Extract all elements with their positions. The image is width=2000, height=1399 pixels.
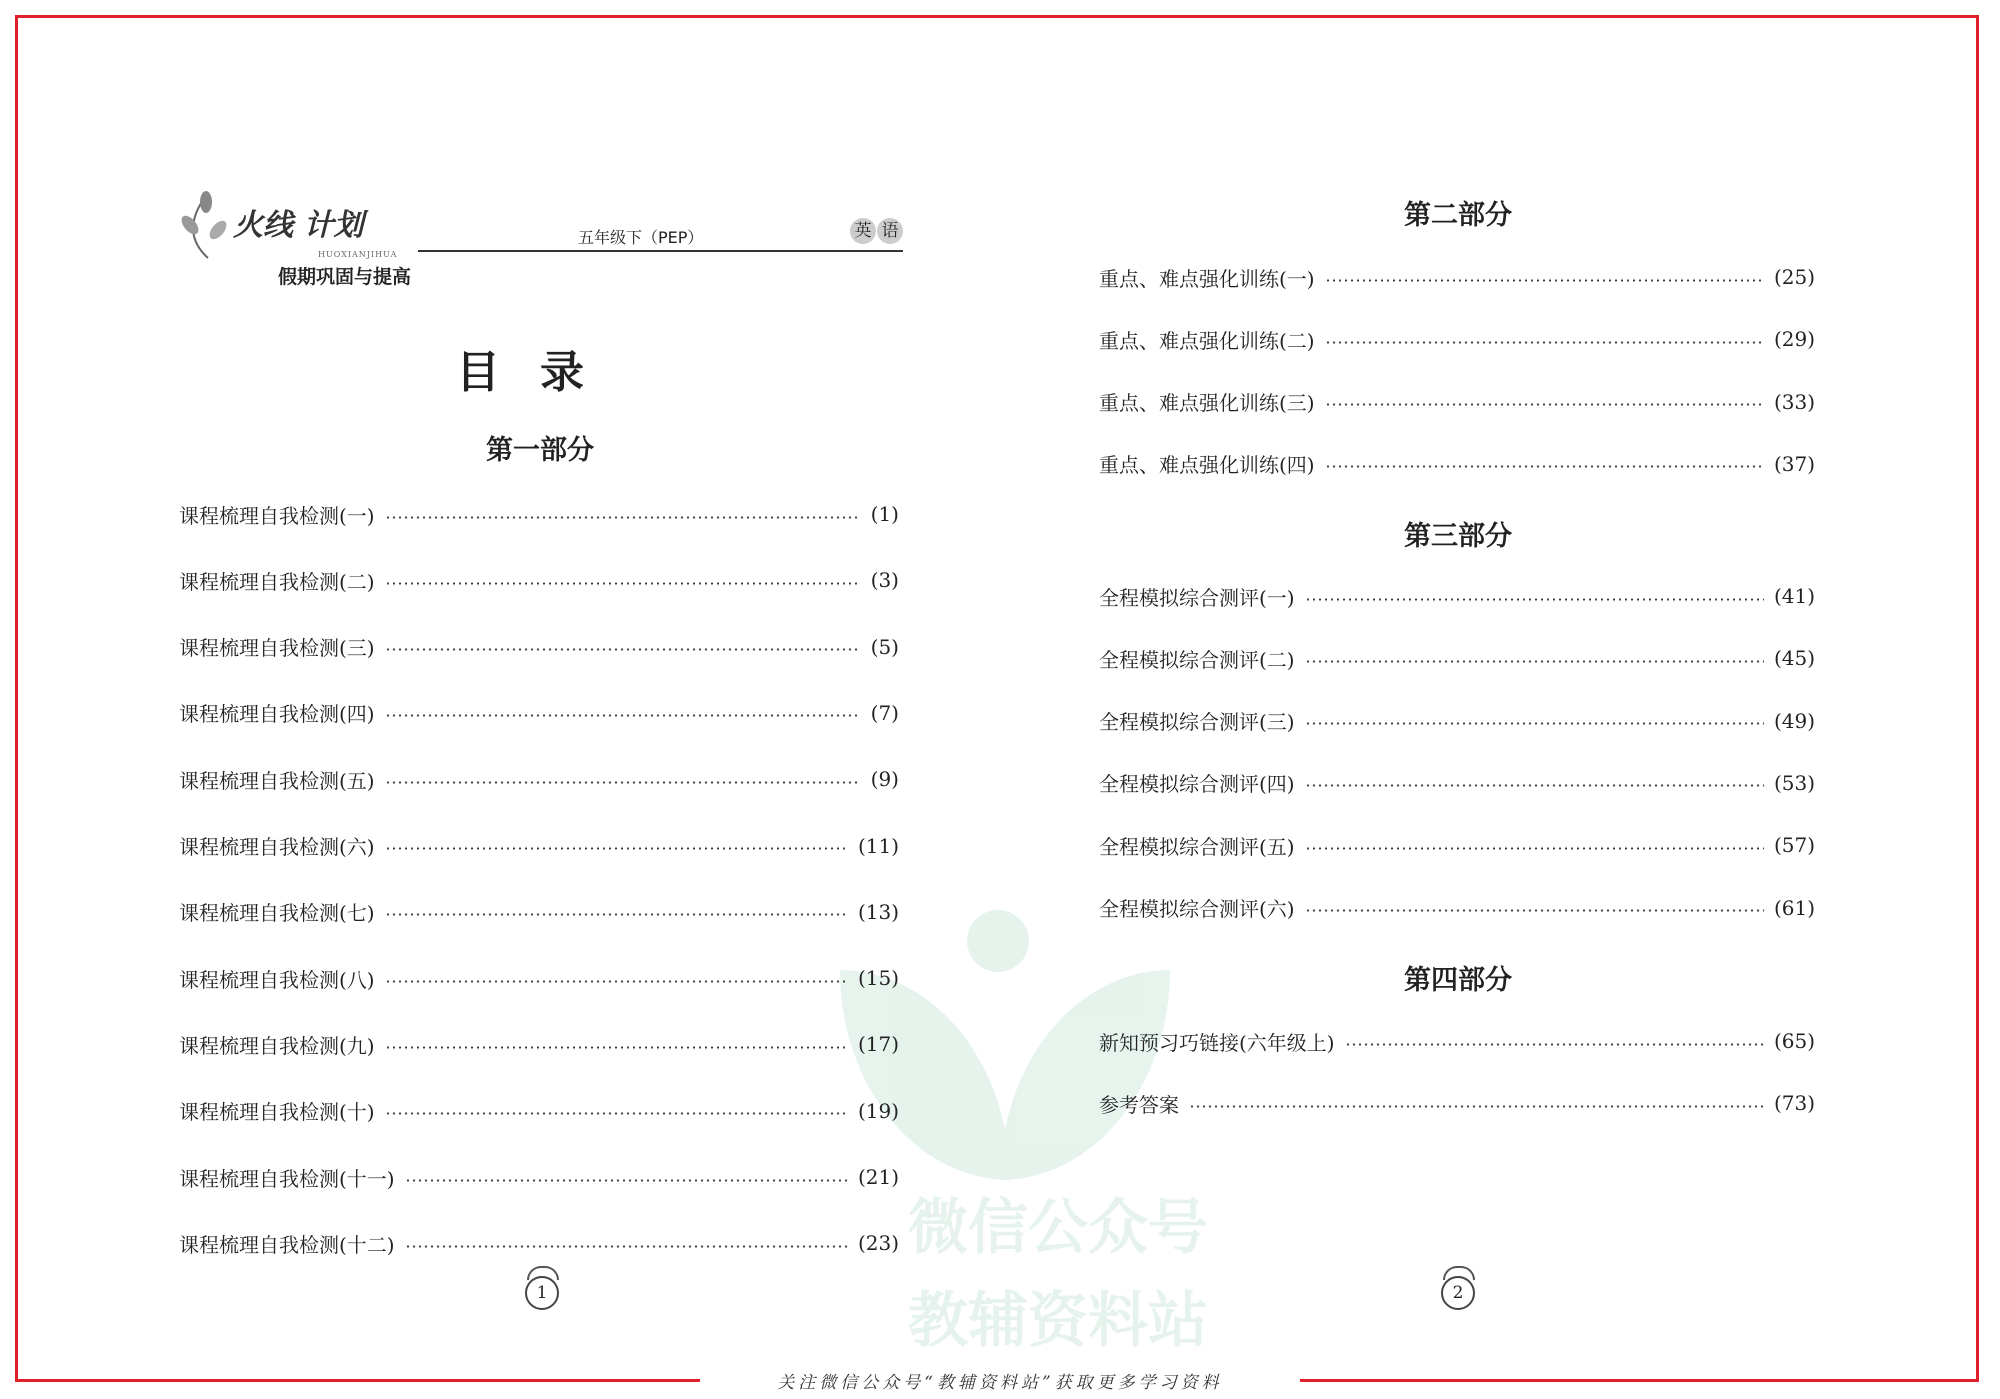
toc-entry-label: 课程梳理自我检测(七) (179, 901, 375, 926)
toc-entry-label: 课程梳理自我检测(十一) (179, 1166, 395, 1191)
toc-entry-page: (41) (1773, 584, 1815, 608)
toc-entry-page: (1) (870, 502, 899, 526)
section-heading-4: 第四部分 (1404, 965, 1512, 996)
watermark-line1: 微信公众号 (908, 1193, 1208, 1263)
toc-title: 目录 (456, 347, 624, 398)
toc-entry[interactable] (179, 831, 899, 861)
toc-entry-page: (73) (1773, 1091, 1815, 1116)
toc-entry-label: 全程模拟综合测评(五) (1099, 834, 1295, 859)
toc-entry-label: 全程模拟综合测评(六) (1099, 897, 1295, 921)
toc-entry[interactable] (179, 499, 899, 529)
dot-leader (1325, 465, 1764, 468)
toc-entry-label: 课程梳理自我检测(二) (179, 569, 375, 594)
page-number-text: 1 (525, 1276, 559, 1310)
dot-leader (1305, 598, 1764, 601)
toc-entry-label: 重点、难点强化训练(三) (1099, 391, 1315, 416)
page-number-left (521, 1266, 561, 1310)
toc-entry[interactable] (1099, 324, 1815, 354)
toc-entry[interactable] (1099, 1026, 1815, 1056)
book-header (178, 190, 903, 290)
dot-leader (1305, 909, 1764, 912)
section-heading-2: 第二部分 (1404, 200, 1512, 231)
toc-entry[interactable] (179, 698, 899, 728)
toc-entry[interactable] (1099, 706, 1815, 736)
toc-entry-label: 全程模拟综合测评(三) (1099, 710, 1295, 735)
toc-entry[interactable] (179, 1096, 899, 1126)
footer-caption: 关注微信公众号“教辅资料站”获取更多学习资料 (700, 1368, 1300, 1393)
dot-leader (385, 582, 861, 585)
dot-leader (1305, 784, 1764, 787)
toc-entry-label: 参考答案 (1099, 1092, 1179, 1117)
dot-leader (1305, 722, 1764, 725)
toc-entry[interactable] (1099, 830, 1815, 860)
dot-leader (385, 516, 861, 519)
dot-leader (385, 714, 861, 717)
grade-label: 五年级下（PEP） (578, 228, 704, 247)
dot-leader (1345, 1043, 1764, 1046)
toc-entry[interactable] (179, 1162, 899, 1192)
toc-entry[interactable] (179, 632, 899, 662)
toc-entry-page: (37) (1773, 451, 1815, 476)
dot-leader (1305, 847, 1764, 850)
dot-leader (1305, 660, 1764, 663)
toc-entry-page: (7) (870, 700, 899, 725)
toc-entry-label: 课程梳理自我检测(八) (179, 967, 375, 992)
toc-entry-label: 重点、难点强化训练(一) (1099, 266, 1315, 291)
toc-entry[interactable] (179, 1228, 899, 1258)
logo-title: 火线 计划 (233, 208, 364, 243)
dot-leader (385, 913, 848, 916)
toc-entry-page: (19) (857, 1098, 899, 1123)
toc-entry-page: (45) (1773, 646, 1815, 671)
toc-entry-label: 课程梳理自我检测(四) (179, 702, 375, 727)
toc-entry[interactable] (1099, 893, 1815, 923)
toc-entry-page: (61) (1773, 895, 1815, 920)
subject-badge (849, 218, 903, 244)
toc-entry-label: 全程模拟综合测评(四) (1099, 772, 1295, 797)
dot-leader (1325, 403, 1764, 406)
toc-entry[interactable] (179, 565, 899, 595)
toc-entry-page: (53) (1773, 770, 1815, 795)
toc-entry-label: 课程梳理自我检测(九) (179, 1033, 375, 1058)
subject-char: 英 (850, 218, 876, 244)
toc-entry-label: 课程梳理自我检测(五) (179, 768, 375, 793)
section-heading-1: 第一部分 (486, 435, 594, 466)
dot-leader (385, 781, 861, 784)
logo-subtitle: 假期巩固与提高 (278, 266, 412, 288)
toc-entry[interactable] (1099, 768, 1815, 798)
toc-entry-page: (15) (857, 966, 899, 991)
toc-entry-page: (17) (857, 1032, 899, 1057)
dot-leader (385, 1112, 848, 1115)
toc-entry[interactable] (1099, 581, 1815, 611)
dot-leader (1189, 1105, 1764, 1108)
toc-entry-label: 全程模拟综合测评(一) (1099, 585, 1295, 610)
dot-leader (405, 1245, 848, 1248)
dot-leader (385, 980, 848, 983)
dot-leader (385, 847, 848, 850)
page-number-right (1437, 1266, 1477, 1310)
toc-entry-page: (11) (857, 833, 899, 858)
toc-entry-page: (5) (870, 634, 899, 659)
toc-entry-page: (13) (857, 899, 899, 924)
dot-leader (385, 1046, 848, 1049)
dot-leader (385, 648, 861, 651)
toc-entry-page: (23) (857, 1231, 899, 1256)
logo-pinyin: HUOXIANJIHUA (318, 250, 398, 259)
toc-entry[interactable] (1099, 1088, 1815, 1118)
toc-entry-page: (3) (870, 568, 899, 593)
toc-entry[interactable] (179, 1029, 899, 1059)
toc-entry-label: 重点、难点强化训练(四) (1099, 453, 1315, 478)
subject-char: 语 (877, 218, 903, 244)
toc-entry-page: (25) (1773, 265, 1815, 289)
toc-entry-page: (49) (1773, 708, 1815, 733)
toc-entry-label: 全程模拟综合测评(二) (1099, 647, 1295, 672)
toc-entry-label: 课程梳理自我检测(十) (179, 1100, 375, 1125)
header-rule (418, 250, 903, 252)
toc-entry-page: (33) (1773, 389, 1815, 414)
section-heading-3: 第三部分 (1404, 521, 1512, 552)
toc-entry[interactable] (1099, 643, 1815, 673)
toc-entry-page: (57) (1773, 833, 1815, 858)
toc-entry[interactable] (179, 897, 899, 927)
toc-entry-page: (21) (857, 1165, 899, 1189)
toc-entry-label: 课程梳理自我检测(六) (179, 835, 375, 859)
toc-entry[interactable] (1099, 262, 1815, 292)
leaf-logo-icon (178, 190, 233, 260)
toc-entry[interactable] (179, 963, 899, 993)
watermark-line2: 教辅资料站 (908, 1286, 1208, 1356)
toc-entry-page: (29) (1773, 327, 1815, 352)
toc-entry-page: (9) (870, 767, 899, 792)
page-number-text: 2 (1441, 1276, 1475, 1310)
toc-entry-label: 课程梳理自我检测(十二) (179, 1232, 395, 1257)
dot-leader (405, 1179, 848, 1182)
toc-entry[interactable] (1099, 449, 1815, 479)
dot-leader (1325, 279, 1764, 282)
toc-entry-label: 新知预习巧链接(六年级上) (1099, 1030, 1335, 1055)
toc-entry[interactable] (1099, 387, 1815, 417)
toc-entry-label: 重点、难点强化训练(二) (1099, 328, 1315, 353)
dot-leader (1325, 341, 1764, 344)
toc-entry-page: (65) (1773, 1029, 1815, 1053)
toc-entry-label: 课程梳理自我检测(三) (179, 636, 375, 661)
toc-entry-label: 课程梳理自我检测(一) (179, 503, 375, 528)
toc-entry[interactable] (179, 764, 899, 794)
